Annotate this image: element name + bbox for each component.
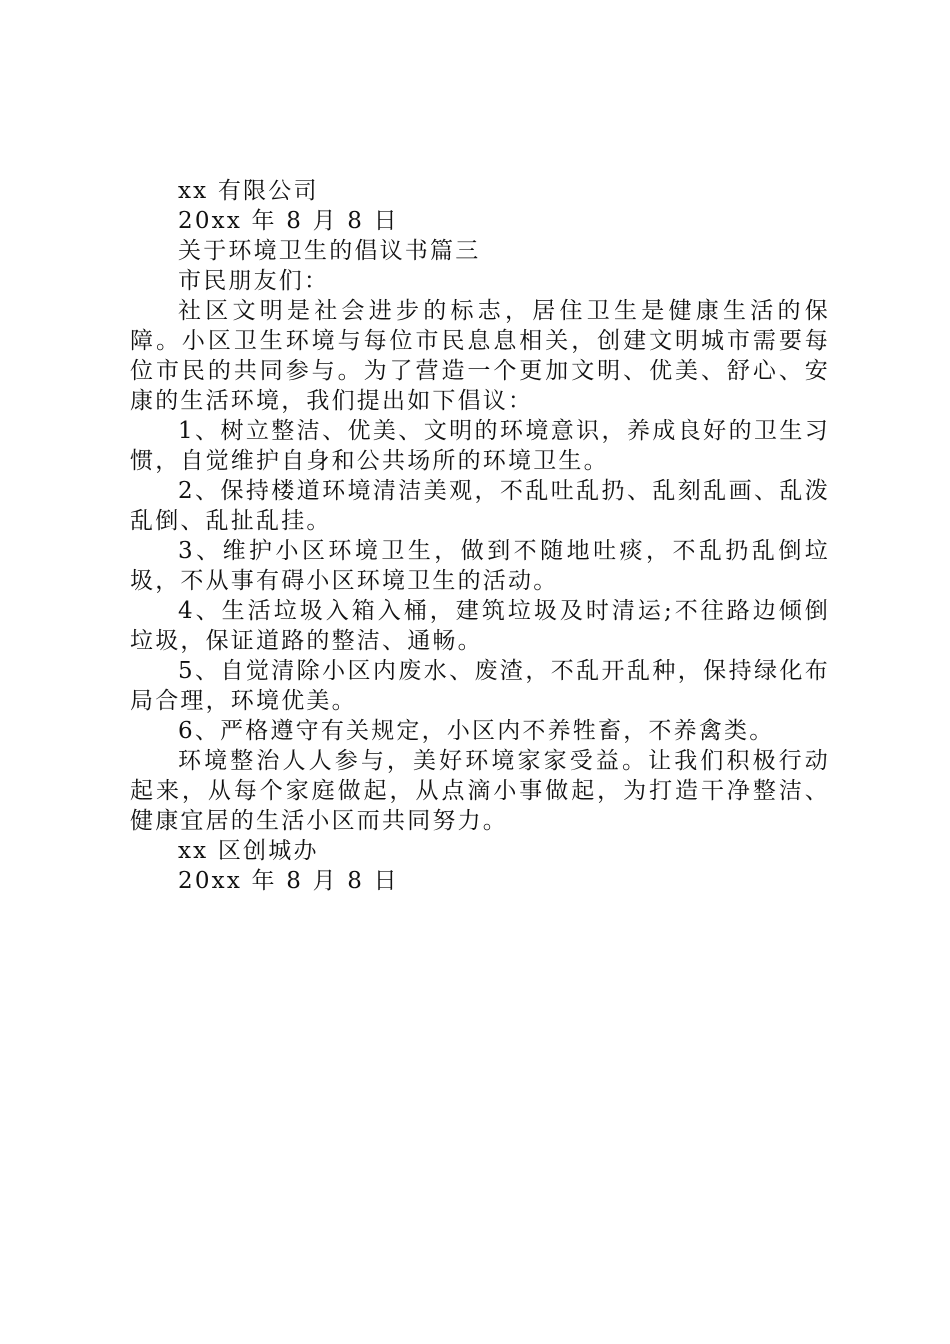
proposal-item-6: 6、严格遵守有关规定，小区内不养牲畜，不养禽类。 (178, 718, 775, 744)
closing-paragraph: 环境整治人人参与，美好环境家家受益。让我们积极行动起来，从每个家庭做起，从点滴小事做起，为打造干净整洁、健康宜居的生活小区而共同努力。 (130, 748, 830, 834)
intro-paragraph: 社区文明是社会进步的标志，居住卫生是健康生活的保障。小区卫生环境与每位市民息息相关，创建文明城市需要每位市民的共同参与。为了营造一个更加文明、优美、舒心、安康的生活环境，我们提出如下倡议： (130, 298, 830, 414)
document-title: 关于环境卫生的倡议书篇三 (178, 238, 481, 264)
proposal-item-2: 2、保持楼道环境清洁美观，不乱吐乱扔、乱刻乱画、乱泼乱倒、乱扯乱挂。 (130, 478, 830, 534)
document-body (130, 176, 830, 896)
signature-org: xx 区创城办 (178, 838, 319, 864)
proposal-item-5: 5、自觉清除小区内废水、废渣，不乱开乱种，保持绿化布局合理，环境优美。 (130, 658, 830, 714)
header-date: 20xx 年 8 月 8 日 (178, 208, 399, 234)
proposal-item-3: 3、维护小区环境卫生，做到不随地吐痰，不乱扔乱倒垃圾，不从事有碍小区环境卫生的活动。 (130, 538, 830, 594)
proposal-item-1: 1、树立整洁、优美、文明的环境意识，养成良好的卫生习惯，自觉维护自身和公共场所的环境卫生。 (130, 418, 830, 474)
signature-date: 20xx 年 8 月 8 日 (178, 868, 399, 894)
proposal-item-4: 4、生活垃圾入箱入桶，建筑垃圾及时清运;不往路边倾倒垃圾，保证道路的整洁、通畅。 (130, 598, 830, 654)
header-company: xx 有限公司 (178, 178, 319, 204)
salutation: 市民朋友们： (178, 268, 330, 294)
